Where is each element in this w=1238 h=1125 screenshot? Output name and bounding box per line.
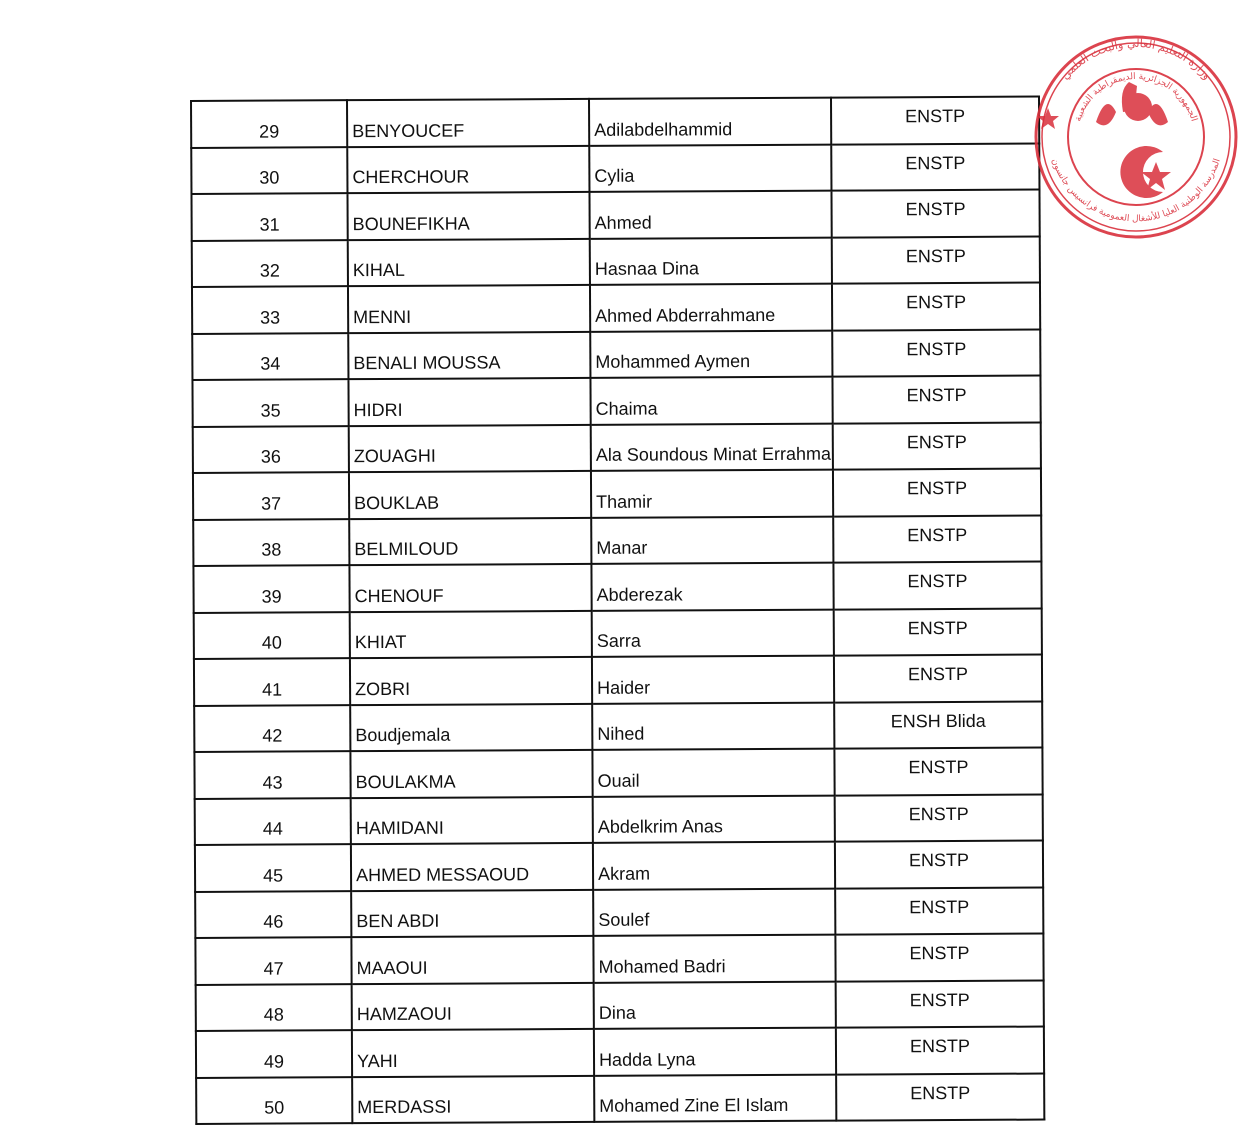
row-number-cell: 47	[195, 937, 351, 984]
school-cell: ENSTP	[833, 562, 1041, 610]
first-name-cell: Soulef	[593, 888, 835, 936]
row-number-cell: 46	[195, 891, 351, 938]
last-name-cell: ZOBRI	[350, 657, 592, 705]
last-name-cell: BENYOUCEF	[347, 99, 589, 147]
last-name-cell: HIDRI	[348, 378, 590, 426]
student-table	[190, 96, 1045, 1125]
first-name-cell: Chaima	[590, 377, 832, 425]
table-row	[191, 190, 1039, 241]
first-name-cell: Nihed	[592, 702, 834, 750]
school-cell: ENSTP	[835, 934, 1043, 982]
first-name-cell: Dina	[594, 981, 836, 1029]
last-name-cell: BOUNEFIKHA	[347, 192, 589, 240]
table-row	[196, 1073, 1044, 1124]
table-row	[194, 655, 1042, 706]
school-cell: ENSTP	[832, 376, 1040, 424]
last-name-cell: KIHAL	[348, 238, 590, 286]
last-name-cell: MAAOUI	[351, 936, 593, 984]
first-name-cell: Thamir	[591, 470, 833, 518]
row-number-cell: 34	[192, 333, 348, 380]
row-number-cell: 48	[196, 984, 352, 1031]
row-number-cell: 40	[194, 612, 350, 659]
table-row	[193, 562, 1041, 613]
last-name-cell: AHMED MESSAOUD	[351, 843, 593, 891]
row-number-cell: 39	[193, 565, 349, 612]
school-cell: ENSH Blida	[834, 701, 1042, 749]
last-name-cell: MERDASSI	[352, 1075, 594, 1123]
last-name-cell: MENNI	[348, 285, 590, 333]
student-table-body	[191, 97, 1044, 1124]
first-name-cell: Adilabdelhammid	[589, 98, 831, 146]
seal-inner-text: الجمهورية الجزائرية الديمقراطية الشعبية	[1073, 71, 1199, 123]
row-number-cell: 30	[191, 147, 347, 194]
first-name-cell: Mohamed Badri	[593, 935, 835, 983]
first-name-cell: Abdelkrim Anas	[593, 795, 835, 843]
table-row	[195, 887, 1043, 938]
last-name-cell: HAMIDANI	[351, 796, 593, 844]
first-name-cell: Manar	[591, 516, 833, 564]
row-number-cell: 32	[192, 240, 348, 287]
first-name-cell: Sarra	[592, 609, 834, 657]
first-name-cell: Hadda Lyna	[594, 1028, 836, 1076]
table-row	[193, 422, 1041, 473]
school-cell: ENSTP	[835, 841, 1043, 889]
first-name-cell: Akram	[593, 842, 835, 890]
row-number-cell: 29	[191, 100, 347, 147]
first-name-cell: Ouail	[592, 749, 834, 797]
first-name-cell: Mohammed Aymen	[590, 330, 832, 378]
school-cell: ENSTP	[833, 422, 1041, 470]
last-name-cell: BELMILOUD	[349, 517, 591, 565]
table-row	[192, 376, 1040, 427]
school-cell: ENSTP	[834, 748, 1042, 796]
school-cell: ENSTP	[832, 283, 1040, 331]
school-cell: ENSTP	[831, 190, 1039, 238]
school-cell: ENSTP	[834, 655, 1042, 703]
school-cell: ENSTP	[832, 236, 1040, 284]
first-name-cell: Cylia	[589, 144, 831, 192]
row-number-cell: 42	[194, 705, 350, 752]
table-row	[191, 143, 1039, 194]
row-number-cell: 31	[191, 193, 347, 240]
table-row	[191, 97, 1039, 148]
row-number-cell: 41	[194, 658, 350, 705]
school-cell: ENSTP	[831, 97, 1039, 145]
row-number-cell: 45	[195, 844, 351, 891]
last-name-cell: BENALI MOUSSA	[348, 331, 590, 379]
school-cell: ENSTP	[834, 608, 1042, 656]
row-number-cell: 50	[196, 1077, 352, 1124]
school-cell: ENSTP	[832, 329, 1040, 377]
seal-bottom-text: المدرسة الوطنية العليا للأشغال العمومية فرانسيس جانسون	[1049, 157, 1223, 225]
row-number-cell: 44	[195, 798, 351, 845]
first-name-cell: Ahmed Abderrahmane	[590, 284, 832, 332]
last-name-cell: ZOUAGHI	[349, 424, 591, 472]
school-cell: ENSTP	[833, 469, 1041, 517]
table-row	[193, 469, 1041, 520]
first-name-cell: Mohamed Zine El Islam	[594, 1074, 836, 1122]
seal-outer-text: وزارة التعليم العالي والبحث العلمي	[1058, 36, 1214, 83]
table-row	[196, 1027, 1044, 1078]
row-number-cell: 33	[192, 286, 348, 333]
first-name-cell: Haider	[592, 656, 834, 704]
last-name-cell: HAMZAOUI	[352, 982, 594, 1030]
school-cell: ENSTP	[836, 1073, 1044, 1121]
table-row	[192, 329, 1040, 380]
last-name-cell: CHERCHOUR	[347, 145, 589, 193]
school-cell: ENSTP	[835, 887, 1043, 935]
table-row	[192, 236, 1040, 287]
table-row	[195, 841, 1043, 892]
last-name-cell: KHIAT	[350, 610, 592, 658]
school-cell: ENSTP	[836, 1027, 1044, 1075]
last-name-cell: BEN ABDI	[351, 889, 593, 937]
table-row	[192, 283, 1040, 334]
table-row	[194, 748, 1042, 799]
first-name-cell: Hasnaa Dina	[590, 237, 832, 285]
row-number-cell: 49	[196, 1030, 352, 1077]
table-row	[194, 608, 1042, 659]
table-row	[195, 794, 1043, 845]
table-row	[193, 515, 1041, 566]
table-row	[194, 701, 1042, 752]
school-cell: ENSTP	[833, 515, 1041, 563]
school-cell: ENSTP	[836, 980, 1044, 1028]
first-name-cell: Abderezak	[591, 563, 833, 611]
last-name-cell: YAHI	[352, 1029, 594, 1077]
last-name-cell: BOUKLAB	[349, 471, 591, 519]
student-list-document	[190, 96, 1043, 1125]
row-number-cell: 36	[193, 426, 349, 473]
school-cell: ENSTP	[831, 143, 1039, 191]
first-name-cell: Ala Soundous Minat Errahma	[591, 423, 833, 471]
last-name-cell: CHENOUF	[349, 564, 591, 612]
first-name-cell: Ahmed	[589, 191, 831, 239]
school-cell: ENSTP	[835, 794, 1043, 842]
table-row	[196, 980, 1044, 1031]
last-name-cell: Boudjemala	[350, 703, 592, 751]
last-name-cell: BOULAKMA	[350, 750, 592, 798]
row-number-cell: 37	[193, 472, 349, 519]
official-seal-stamp	[1018, 12, 1238, 262]
row-number-cell: 35	[192, 379, 348, 426]
table-row	[195, 934, 1043, 985]
row-number-cell: 38	[193, 519, 349, 566]
row-number-cell: 43	[194, 751, 350, 798]
